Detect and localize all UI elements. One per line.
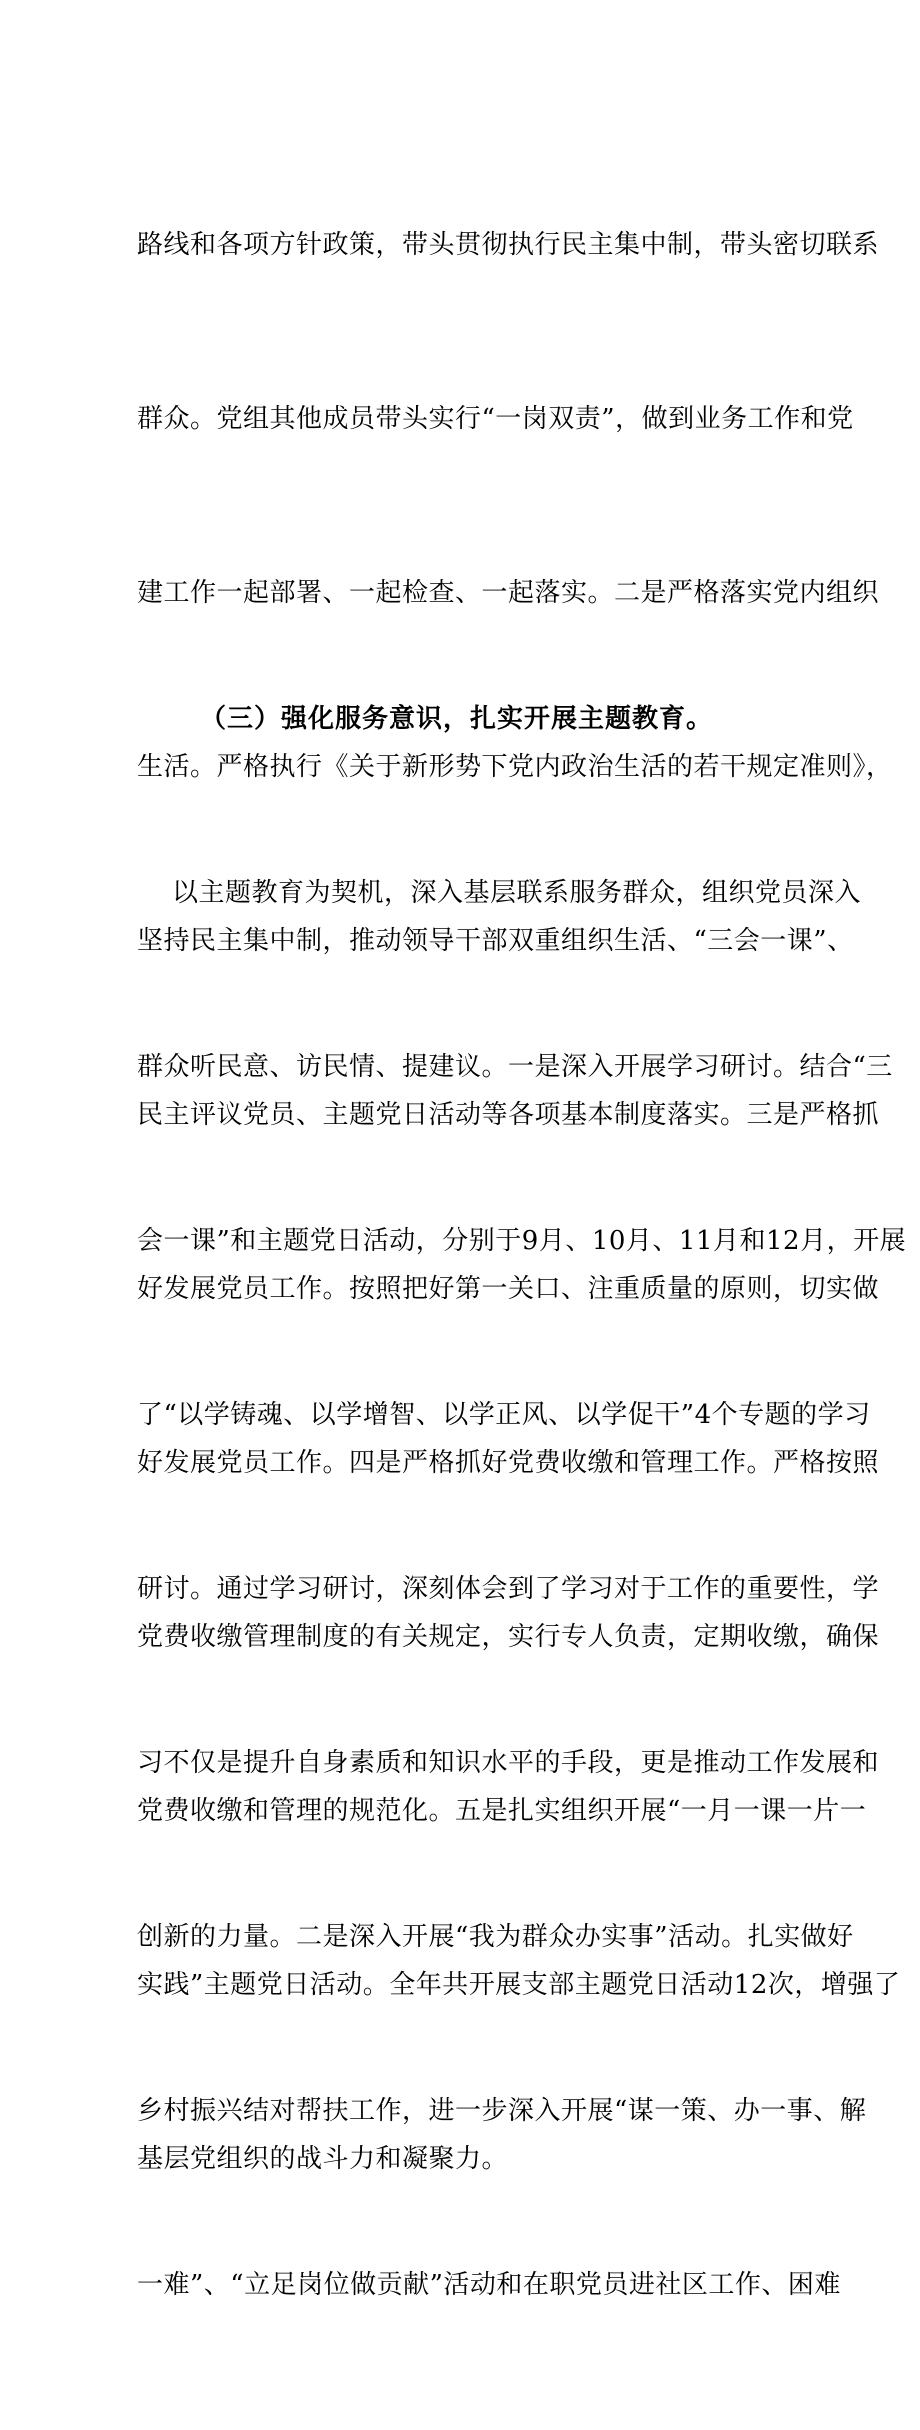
text-line: 一难”、“立足岗位做贡献”活动和在职党员进社区工作、困难 [137, 2270, 841, 2300]
text-line: 党费收缴和管理的规范化。五是扎实组织开展“一月一课一片一 [137, 1796, 867, 1826]
text-line: 坚持民主集中制，推动领导干部双重组织生活、“三会一课”、 [137, 926, 854, 956]
text-line: 基层党组织的战斗力和凝聚力。 [137, 2144, 509, 2174]
paragraph-theme-education [137, 748, 907, 2430]
text-line: 实践”主题党日活动。全年共开展支部主题党日活动12次，增强了 [137, 1970, 901, 2000]
text-line: 生活。严格执行《关于新形势下党内政治生活的若干规定准则》， [137, 752, 893, 782]
text-line: 乡村振兴结对帮扶工作，进一步深入开展“谋一策、办一事、解 [137, 2096, 867, 2126]
text-line: 研讨。通过学习研讨，深刻体会到了学习对于工作的重要性，学 [137, 1574, 880, 1604]
text-line: 创新的力量。二是深入开展“我为群众办实事”活动。扎实做好 [137, 1922, 854, 1952]
text-line: 好发展党员工作。按照把好第一关口、注重质量的原则，切实做 [137, 1274, 880, 1304]
text-line: 以主题教育为契机，深入基层联系服务群众，组织党员深入 [137, 878, 862, 908]
text-line: 了“以学铸魂、以学增智、以学正风、以学促干”4个专题的学习 [137, 1400, 871, 1430]
text-line: 群众听民意、访民情、提建议。一是深入开展学习研讨。结合“三 [137, 1052, 893, 1082]
text-line: 民主评议党员、主题党日活动等各项基本制度落实。三是严格抓 [137, 1100, 880, 1130]
text-line: 党费收缴管理制度的有关规定，实行专人负责，定期收缴，确保 [137, 1622, 880, 1652]
text-line: 好发展党员工作。四是严格抓好党费收缴和管理工作。严格按照 [137, 1448, 880, 1478]
text-line: 习不仅是提升自身素质和知识水平的手段，更是推动工作发展和 [137, 1748, 880, 1778]
text-line: 建工作一起部署、一起检查、一起落实。二是严格落实党内组织 [137, 578, 880, 608]
text-line: 会一课”和主题党日活动，分别于9月、10月、11月和12月，开展 [137, 1226, 907, 1256]
text-line: 路线和各项方针政策，带头贯彻执行民主集中制，带头密切联系 [137, 230, 880, 260]
section-heading: （三）强化服务意识，扎实开展主题教育。 [200, 704, 714, 734]
text-line: 群众。党组其他成员带头实行“一岗双责”，做到业务工作和党 [137, 404, 854, 434]
